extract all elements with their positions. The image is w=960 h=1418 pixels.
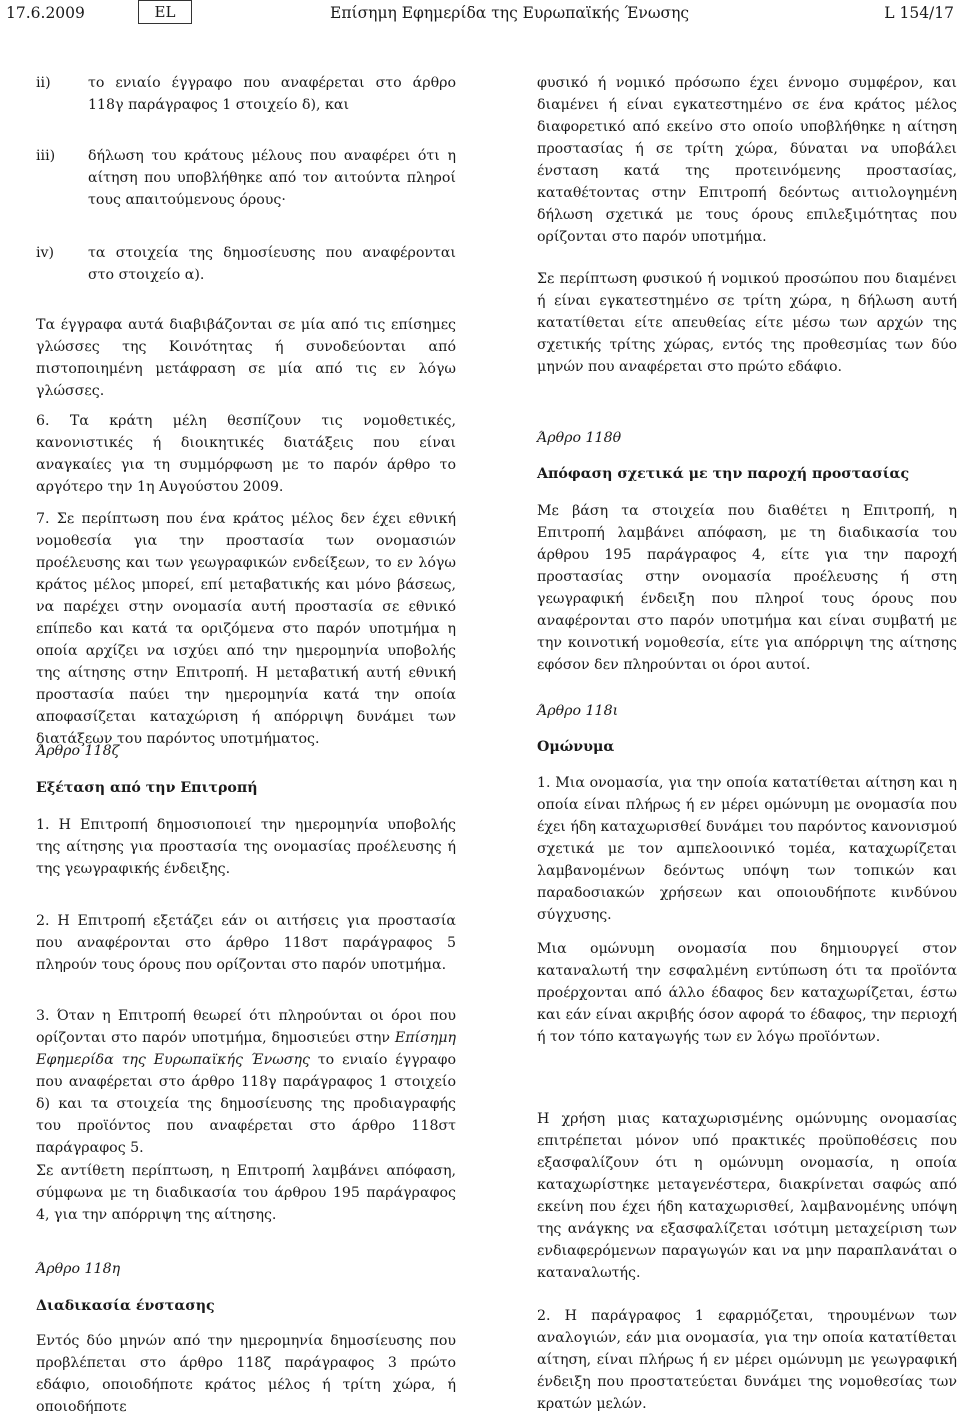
paragraph-118i: Εντός δύο μηνών από την ημερομηνία δημοσίευσης που προβλέπεται στο άρθρο 118ζ παράγραφος 3 πρώτο εδάφιο, οποιοδήποτε κράτος μέλος ή τρίτη χώρα, ή οποιοδήποτε — [36, 1333, 456, 1415]
paragraph-118z-3-part-a: 3. Όταν η Επιτροπή θεωρεί ότι πληρούνται οι όροι που ορίζονται στο παρόν υποτμήμα, δημοσιεύει στην — [36, 1008, 456, 1046]
paragraph-third-country: Σε περίπτωση φυσικού ή νομικού προσώπου που διαμένει ή είναι εγκατεστημένο σε τρίτη χώρα, η δήλωση αυτή κατατίθεται είτε απευθείας είτε μέσω των αρχών της σχετικής τρίτης χώρας, εντός της προθεσμίας των δύο μηνών που αναφέρεται στο πρώτο εδάφιο. — [537, 271, 957, 375]
page-reference: L 154/17 — [884, 4, 954, 22]
list-text: τα στοιχεία της δημοσίευσης που αναφέρονται στο στοιχείο α). — [88, 245, 456, 283]
journal-reference: Επίσημη Εφημερίδα της Ευρωπαϊκής Ένωσης — [36, 1030, 456, 1068]
journal-title: Επίσημη Εφημερίδα της Ευρωπαϊκής Ένωσης — [330, 4, 690, 22]
paragraph-118ii-use: Η χρήση μιας καταχωρισμένης ομώνυμης ονομασίας επιτρέπεται μόνον υπό πρακτικές προϋποθέσεις που εξασφαλίζουν ότι η ομώνυμη ονομασία, η οποία καταχωρίστηκε μεταγενέστερα, διακρίνεται σαφώς από εκείνη που έχει ήδη καταχωρισθεί, λαμβανομένης υπόψη της ανάγκης να εξασφαλίζεται ισότιμη μεταχείριση των ενδιαφερόμενων παραγωγών και να μην παραπλανάται ο καταναλωτής. — [537, 1111, 957, 1281]
paragraph-118ii-1: 1. Μια ονομασία, για την οποία κατατίθεται αίτηση και η οποία είναι πλήρως ή εν μέρει ομώνυμη με ονομασία που έχει ήδη καταχωρισθεί δυνάμει του παρόντος κανονισμού σχετικά με τον αμπελοοινικό τομέα, καταχωρίζεται λαμβανομένων δεόντως υπόψη των τοπικών και παραδοσιακών χρήσεων και οποιουδήποτε κινδύνου σύγχυσης. — [537, 775, 957, 923]
article-118i-title: Διαδικασία ένστασης — [36, 1298, 215, 1314]
list-item-iv — [36, 242, 456, 286]
paragraph-6: 6. Τα κράτη μέλη θεσπίζουν τις νομοθετικές, κανονιστικές ή διοικητικές διατάξεις που είναι αναγκαίες για τη συμμόρφωση με το παρόν άρθρο το αργότερο την 1η Αυγούστου 2009. — [36, 413, 456, 495]
list-marker: ii) — [36, 75, 51, 91]
paragraph-118th: Με βάση τα στοιχεία που διαθέτει η Επιτροπή, η Επιτροπή λαμβάνει απόφαση, με τη διαδικασία του άρθρου 195 παράγραφος 4, είτε για την παροχή προστασίας στην ονομασία προέλευσης ή στη γεωγραφική ένδειξη που πληροί τους όρους που αναφέρονται στο παρόν υποτμήμα και είναι συμβατή με την κοινοτική νομοθεσία, είτε για απόρριψη της αίτησης εφόσον δεν πληρούνται οι όροι αυτοί. — [537, 503, 957, 673]
list-text: το ενιαίο έγγραφο που αναφέρεται στο άρθρο 118γ παράγραφος 1 στοιχείο δ), και — [88, 75, 456, 113]
paragraph-118z-2: 2. Η Επιτροπή εξετάζει εάν οι αιτήσεις για προστασία που αναφέρονται στο άρθρο 118στ παράγραφος 5 πληρούν τους όρους που ορίζονται στο παρόν υποτμήμα. — [36, 913, 456, 973]
list-item-ii — [36, 72, 456, 116]
list-marker: iii) — [36, 148, 56, 164]
list-text: δήλωση του κράτους μέλους που αναφέρει ότι η αίτηση που υποβλήθηκε από τον αιτούντα πληροί τους απαιτούμενους όρους· — [88, 148, 456, 208]
paragraph-118z-1: 1. Η Επιτροπή δημοσιοποιεί την ημερομηνία υποβολής της αίτησης για προστασία της ονομασίας προέλευσης ή της γεωγραφικής ένδειξης. — [36, 817, 456, 877]
article-118th-label: Άρθρο 118θ — [537, 430, 622, 446]
language-badge: EL — [138, 0, 192, 24]
paragraph-translations: Τα έγγραφα αυτά διαβιβάζονται σε μία από τις επίσημες γλώσσες της Κοινότητας ή συνοδεύονται από πιστοποιημένη μετάφραση σε μία από τις εν λόγω γλώσσες. — [36, 317, 456, 399]
paragraph-118z-3 — [36, 1005, 456, 1159]
article-118th-title: Απόφαση σχετικά με την παροχή προστασίας — [537, 466, 910, 482]
list-marker: iv) — [36, 245, 55, 261]
paragraph-7: 7. Σε περίπτωση που ένα κράτος μέλος δεν έχει εθνική νομοθεσία για την προστασία των ονομασιών προέλευσης και των γεωγραφικών ενδείξεων, το εν λόγω κράτος μέλος μπορεί, επί μεταβατικής και μόνο βάσεως, να παρέχει στην ονομασία αυτή προστασία σε εθνικό επίπεδο και κατά τα οριζόμενα στο παρόν υποτμήμα η οποία αρχίζει να ισχύει από την ημερομηνία υποβολής της αίτησης στην Επιτροπή. Η μεταβατική αυτή εθνική προστασία παύει την ημερομηνία κατά την οποία αποφασίζεται καταχώριση ή απόρριψη δυνάμει των διατάξεων του παρόντος υποτμήματος. — [36, 511, 456, 747]
page-header — [0, 0, 960, 30]
paragraph-118z-reject: Σε αντίθετη περίπτωση, η Επιτροπή λαμβάνει απόφαση, σύμφωνα με τη διαδικασία του άρθρου 195 παράγραφος 4, για την απόρριψη της αίτησης. — [36, 1163, 456, 1223]
list-item-iii — [36, 145, 456, 211]
paragraph-118ii-2: 2. Η παράγραφος 1 εφαρμόζεται, τηρουμένων των αναλογιών, εάν μια ονομασία, για την οποία κατατίθεται αίτηση, είναι πλήρως ή εν μέρει ομώνυμη με γεωγραφική ένδειξη που προστατεύεται δυνάμει της νομοθεσίας των κρατών μελών. — [537, 1308, 957, 1412]
paragraph-118z-3-part-b: το ενιαίο έγγραφο που αναφέρεται στο άρθρο 118γ παράγραφος 1 στοιχείο δ) και τα στοιχεία της δημοσίευσης της προδιαγραφής του προϊόντος που αναφέρεται στο άρθρο 118στ παράγραφος 5. — [36, 1052, 456, 1156]
article-118z-title: Εξέταση από την Επιτροπή — [36, 780, 258, 796]
article-118z-label: Άρθρο 118ζ — [36, 743, 120, 759]
paragraph-118ii-mislead: Μια ομώνυμη ονομασία που δημιουργεί στον καταναλωτή την εσφαλμένη εντύπωση ότι τα προϊόντα προέρχονται από άλλο έδαφος δεν καταχωρίζεται, έστω και εάν είναι ακριβής όσον αφορά το έδαφος, την περιοχή ή τον τόπο καταγωγής των εν λόγω προϊόντων. — [537, 941, 957, 1045]
article-118i-label: Άρθρο 118η — [36, 1261, 121, 1277]
article-118ii-title: Ομώνυμα — [537, 739, 615, 755]
paragraph-objection-continued: φυσικό ή νομικό πρόσωπο έχει έννομο συμφέρον, και διαμένει ή είναι εγκατεστημένο σε ένα κράτος μέλος διαφορετικό από εκείνο στο οποίο υποβλήθηκε η αίτηση προστασίας ή σε τρίτη χώρα, δύναται να υποβάλει ένσταση κατά της προτεινόμενης προστασίας, καταθέτοντας στην Επιτροπή δεόντως αιτιολογημένη δήλωση σχετικά με τους όρους επιλεξιμότητας που ορίζονται στο παρόν υποτμήμα. — [537, 75, 957, 245]
article-118ii-label: Άρθρο 118ι — [537, 703, 619, 719]
publication-date: 17.6.2009 — [6, 4, 85, 22]
